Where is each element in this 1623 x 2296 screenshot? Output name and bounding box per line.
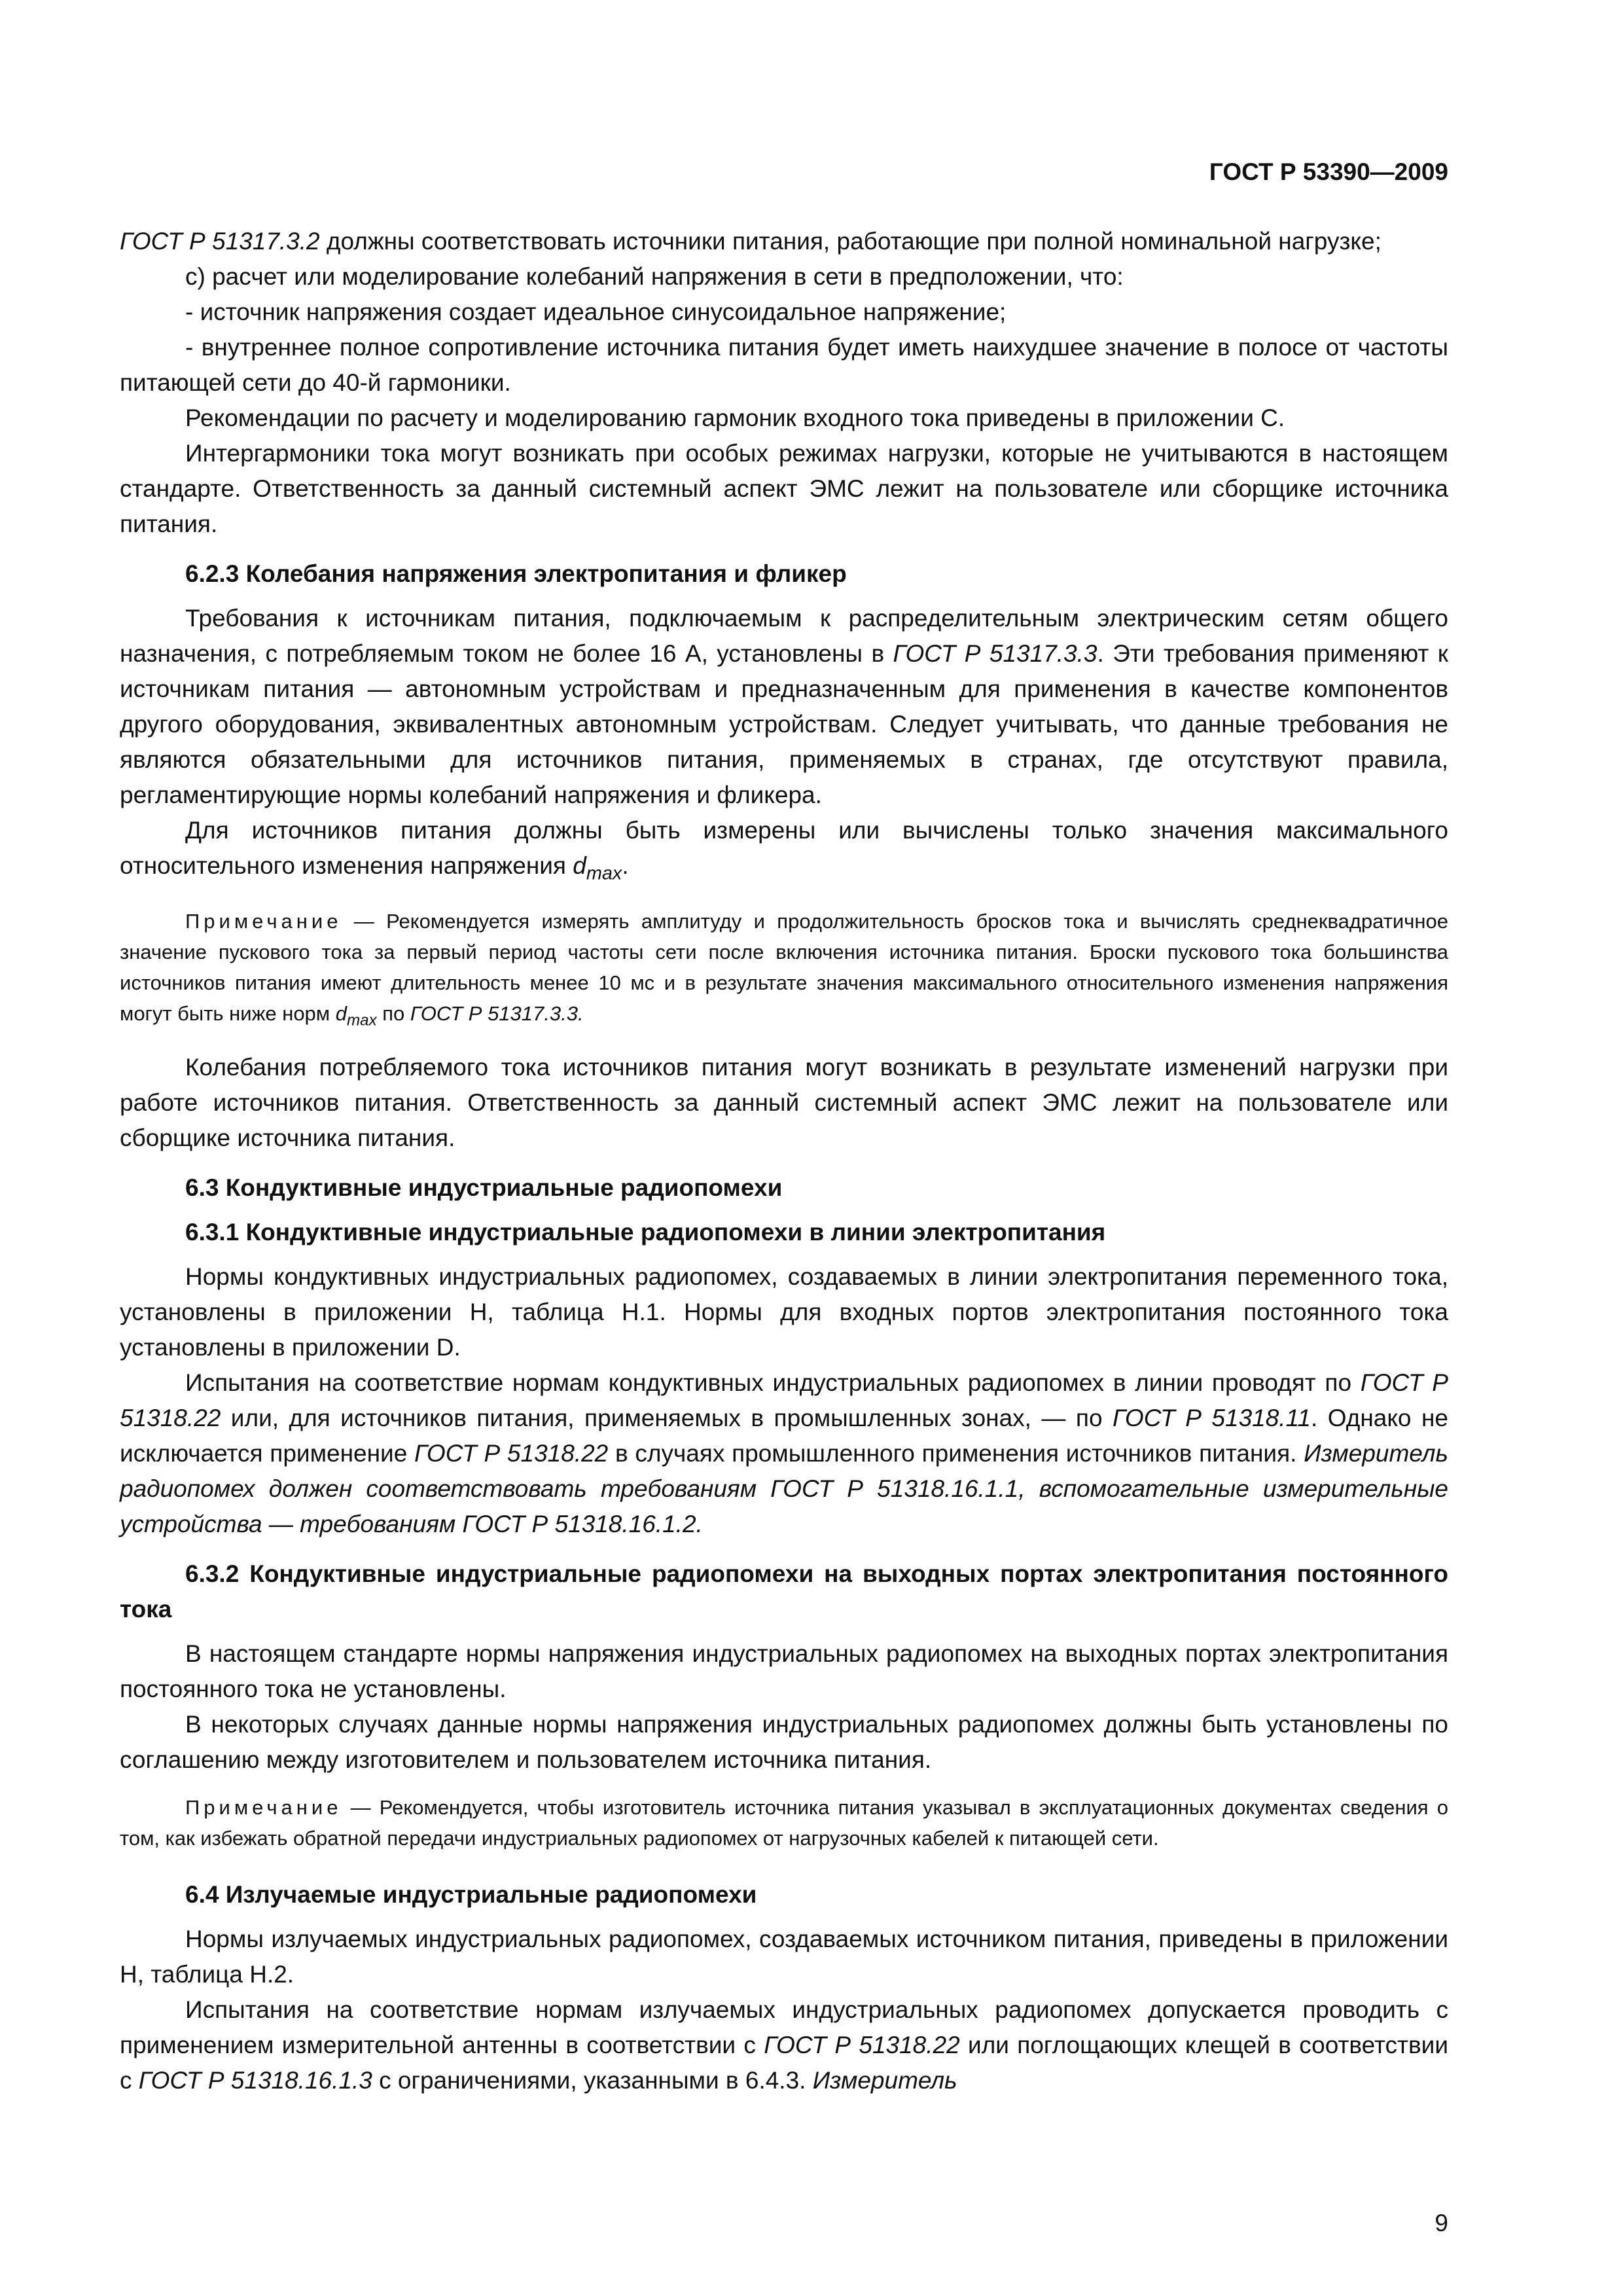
paragraph-text: . xyxy=(622,852,629,879)
paragraph-text: . Однако не исключается применение xyxy=(120,1404,1448,1467)
paragraph-text: Для источников питания должны быть измерены или вычислены только значения максимального относительного изменения напряжения xyxy=(120,817,1448,879)
paragraph: Колебания потребляемого тока источников питания могут возникать в результате изменений нагрузки при работе источников питания. Ответственность за данный системный аспект ЭМС лежит на пользователе или сборщике источника питания. xyxy=(120,1053,1448,1151)
paragraph-text: Испытания на соответствие нормам излучаемых индустриальных радиопомех допускается проводить с применением измерительной антенны в соответствии с xyxy=(120,1996,1448,2058)
paragraph xyxy=(120,813,1448,891)
list-item-c: c) расчет или моделирование колебаний напряжения в сети в предположении, что: xyxy=(185,263,1124,290)
section-heading-6-2-3: 6.2.3 Колебания напряжения электропитания и фликер xyxy=(185,560,847,587)
italic-text: Измеритель радиопомех должен соответствовать требованиям ГОСТ Р 51318.16.1.1, вспомогательные измерительные устройства — требованиям ГОСТ Р 51318.16.1.2. xyxy=(120,1439,1448,1537)
document-body xyxy=(120,224,1448,2098)
paragraph: Нормы излучаемых индустриальных радиопомех, создаваемых источником питания, приведены в приложении Н, таблица Н.2. xyxy=(120,1925,1448,1988)
list-item-dash: - источник напряжения создает идеальное синусоидальное напряжение; xyxy=(185,298,1007,325)
list-item-dash: - внутреннее полное сопротивление источника питания будет иметь наихудшее значение в полосе от частоты питающей сети до 40-й гармоники. xyxy=(120,334,1448,396)
standard-reference: ГОСТ Р 51317.3.2 xyxy=(120,228,320,255)
paragraph xyxy=(120,1992,1448,2098)
standard-reference: ГОСТ Р 51318.22 xyxy=(414,1439,609,1467)
paragraph-text: должны соответствовать источники питания, работающие при полной номинальной нагрузке; xyxy=(319,228,1382,255)
standard-reference: ГОСТ Р 51318.22 xyxy=(764,2031,960,2058)
standard-reference: ГОСТ Р 51318.22 xyxy=(120,1369,1448,1431)
paragraph xyxy=(120,601,1448,813)
page-number: 9 xyxy=(1435,2210,1448,2236)
paragraph-text: Испытания на соответствие нормам кондуктивных индустриальных радиопомех в линии проводят по xyxy=(185,1369,1361,1396)
standard-reference: ГОСТ Р 51318.11 xyxy=(1113,1404,1311,1431)
section-heading-6-3-1: 6.3.1 Кондуктивные индустриальные радиопомехи в линии электропитания xyxy=(185,1218,1106,1246)
paragraph-text: . Эти требования применяют к источникам питания — автономным устройствам и предназначенным для применения в качестве компонентов другого оборудования, эквивалентных автономным устройствам. Следует учитывать, что данные требования не являются обязательными для источников питания, применяемых в странах, где отсутствуют правила, регламентирующие нормы колебаний напряжения и фликера. xyxy=(120,640,1448,808)
paragraph-text: в случаях промышленного применения источников питания. xyxy=(608,1439,1304,1467)
standard-reference: ГОСТ Р 51317.3.3. xyxy=(410,1001,584,1025)
paragraph: Интергармоники тока могут возникать при особых режимах нагрузки, которые не учитываются в настоящем стандарте. Ответственность за данный системный аспект ЭМС лежит на пользователе или сборщике источника питания. xyxy=(120,440,1448,537)
paragraph-text: Требования к источникам питания, подключаемым к распределительным электрическим сетям общего назначения, с потребляемым током не более 16 А, установлены в xyxy=(120,605,1448,667)
symbol-subscript: max xyxy=(346,1011,377,1029)
italic-text: Измеритель xyxy=(812,2066,957,2094)
paragraph xyxy=(120,1365,1448,1542)
note-label: Примечание xyxy=(185,1795,342,1819)
section-heading-6-3-2: 6.3.2 Кондуктивные индустриальные радиопомехи на выходных портах электропитания постоянного тока xyxy=(120,1560,1448,1623)
note-text: — Рекомендуется, чтобы изготовитель источника питания указывал в эксплуатационных документах сведения о том, как избежать обратной передачи индустриальных радиопомех от нагрузочных кабелей к питающей сети. xyxy=(120,1795,1448,1850)
paragraph: В некоторых случаях данные нормы напряжения индустриальных радиопомех должны быть установлены по соглашению между изготовителем и пользователем источника питания. xyxy=(120,1710,1448,1773)
paragraph: Рекомендации по расчету и моделированию гармоник входного тока приведены в приложении С. xyxy=(185,404,1285,431)
note xyxy=(120,1792,1448,1854)
note-text: — Рекомендуется измерять амплитуду и продолжительность бросков тока и вычислять среднеквадратичное значение пускового тока за первый период частоты сети после включения источника питания. Броски пускового тока большинства источников питания имеют длительность менее 10 мс и в результате значения максимального относительного изменения напряжения могут быть ниже норм xyxy=(120,909,1448,1025)
symbol: d xyxy=(573,852,586,879)
note xyxy=(120,906,1448,1035)
paragraph-text: или поглощающих клещей в соответствии с xyxy=(120,2031,1448,2094)
standard-reference: ГОСТ Р 51317.3.3 xyxy=(893,640,1097,667)
paragraph-text: или, для источников питания, применяемых в промышленных зонах, — по xyxy=(221,1404,1113,1431)
paragraph: Нормы кондуктивных индустриальных радиопомех, создаваемых в линии электропитания переменного тока, установлены в приложении Н, таблица Н.1. Нормы для входных портов электропитания постоянного тока установлены в приложении D. xyxy=(120,1263,1448,1361)
section-heading-6-3: 6.3 Кондуктивные индустриальные радиопомехи xyxy=(185,1174,783,1201)
paragraph-text: с ограничениями, указанными в 6.4.3. xyxy=(372,2066,813,2094)
section-heading-6-4: 6.4 Излучаемые индустриальные радиопомехи xyxy=(185,1880,757,1908)
document-page xyxy=(120,157,1448,2238)
symbol: d xyxy=(335,1001,347,1025)
symbol-subscript: max xyxy=(586,863,622,884)
note-label: Примечание xyxy=(185,909,342,933)
paragraph xyxy=(120,224,1448,259)
paragraph: В настоящем стандарте нормы напряжения индустриальных радиопомех на выходных портах электропитания постоянного тока не установлены. xyxy=(120,1640,1448,1702)
note-text: по xyxy=(376,1001,410,1025)
document-header: ГОСТ Р 53390—2009 xyxy=(1209,158,1448,185)
standard-reference: ГОСТ Р 51318.16.1.3 xyxy=(138,2066,372,2094)
